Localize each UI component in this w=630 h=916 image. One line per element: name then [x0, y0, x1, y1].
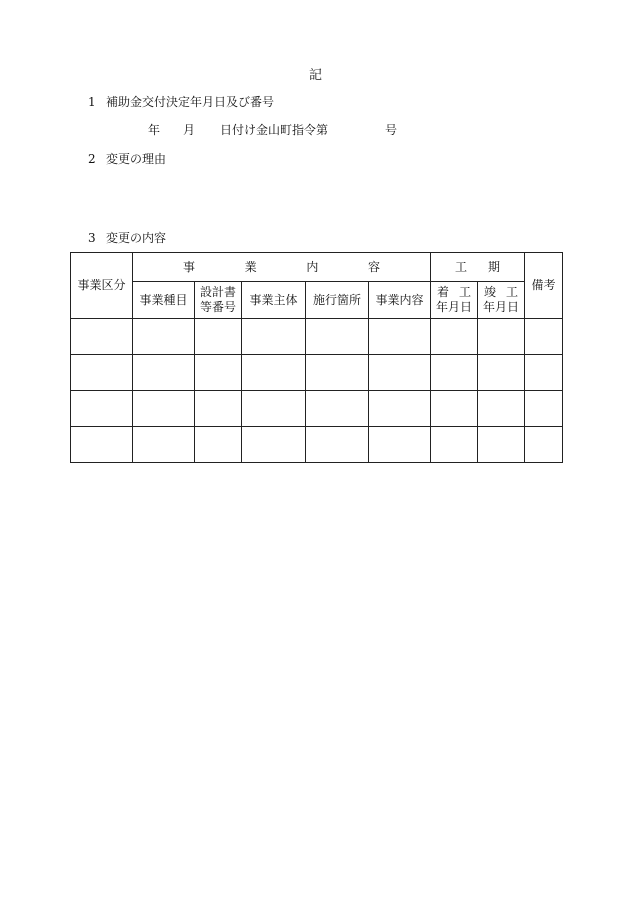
table-row: [71, 319, 563, 355]
table-cell[interactable]: [195, 355, 242, 391]
item-change-reason: [88, 150, 166, 167]
header-line: 等番号: [199, 300, 236, 314]
header-design-doc-number: [195, 282, 242, 319]
header-business-detail: 事業内容: [369, 282, 431, 319]
table-row: [71, 391, 563, 427]
item-change-content: [88, 229, 166, 246]
header-start-date: [431, 282, 478, 319]
table-cell[interactable]: [195, 391, 242, 427]
header-construction-location: 施行箇所: [306, 282, 369, 319]
table-cell[interactable]: [242, 355, 306, 391]
item-number: 1: [88, 95, 96, 109]
header-remarks: 備考: [525, 253, 563, 319]
item-label: 変更の理由: [106, 152, 167, 166]
item-number: 2: [88, 152, 96, 166]
table-cell[interactable]: [133, 427, 195, 463]
table-cell[interactable]: [195, 319, 242, 355]
table-cell[interactable]: [133, 355, 195, 391]
table-cell[interactable]: [242, 391, 306, 427]
header-business-content: [133, 253, 431, 282]
header-business-category: 事業区分: [71, 253, 133, 319]
table-cell[interactable]: [369, 427, 431, 463]
header-char: 業: [244, 259, 257, 274]
table-cell[interactable]: [431, 427, 478, 463]
table-cell[interactable]: [525, 355, 563, 391]
header-char: 容: [367, 259, 380, 274]
item-number: 3: [88, 231, 96, 245]
table-cell[interactable]: [478, 355, 525, 391]
header-line: 年月日: [482, 300, 519, 314]
header-char: 内: [306, 259, 319, 274]
table-cell[interactable]: [133, 319, 195, 355]
header-business-entity: 事業主体: [242, 282, 306, 319]
change-content-table: [70, 252, 563, 463]
table-cell[interactable]: [306, 319, 369, 355]
table-cell[interactable]: [369, 355, 431, 391]
header-char: 工: [458, 285, 471, 299]
table-cell[interactable]: [478, 427, 525, 463]
table-cell[interactable]: [71, 391, 133, 427]
table-cell[interactable]: [431, 391, 478, 427]
table-cell[interactable]: [369, 391, 431, 427]
table-row: [71, 427, 563, 463]
table-cell[interactable]: [306, 427, 369, 463]
header-char: 工: [455, 259, 468, 274]
table-cell[interactable]: [133, 391, 195, 427]
table-cell[interactable]: [525, 391, 563, 427]
decision-reference: 日付け金山町指令第: [220, 123, 329, 137]
header-completion-date: [478, 282, 525, 319]
table-cell[interactable]: [525, 319, 563, 355]
header-line: 設計書: [199, 285, 236, 299]
header-char: 期: [487, 259, 500, 274]
header-char: 工: [505, 285, 518, 299]
table-cell[interactable]: [306, 391, 369, 427]
table-cell[interactable]: [478, 319, 525, 355]
table-cell[interactable]: [71, 427, 133, 463]
table-cell[interactable]: [242, 319, 306, 355]
decision-number-suffix: 号: [385, 123, 398, 137]
header-business-type: 事業種目: [133, 282, 195, 319]
item-decision-date-number: [88, 93, 274, 110]
table-cell[interactable]: [431, 319, 478, 355]
header-char: 事: [183, 259, 196, 274]
header-char: 着: [437, 285, 450, 299]
table-cell[interactable]: [71, 355, 133, 391]
decision-month: 月: [183, 123, 196, 137]
table-cell[interactable]: [306, 355, 369, 391]
table-cell[interactable]: [195, 427, 242, 463]
table-cell[interactable]: [242, 427, 306, 463]
table-cell[interactable]: [369, 319, 431, 355]
header-construction-period: [431, 253, 525, 282]
item-label: 変更の内容: [106, 231, 167, 245]
table-cell[interactable]: [431, 355, 478, 391]
heading-ki: 記: [309, 68, 323, 83]
decision-year: 年: [148, 123, 161, 137]
item-label: 補助金交付決定年月日及び番号: [106, 95, 275, 109]
table-cell[interactable]: [71, 319, 133, 355]
header-line: 年月日: [435, 300, 472, 314]
table-cell[interactable]: [478, 391, 525, 427]
header-char: 竣: [484, 285, 497, 299]
table-cell[interactable]: [525, 427, 563, 463]
table-row: [71, 355, 563, 391]
